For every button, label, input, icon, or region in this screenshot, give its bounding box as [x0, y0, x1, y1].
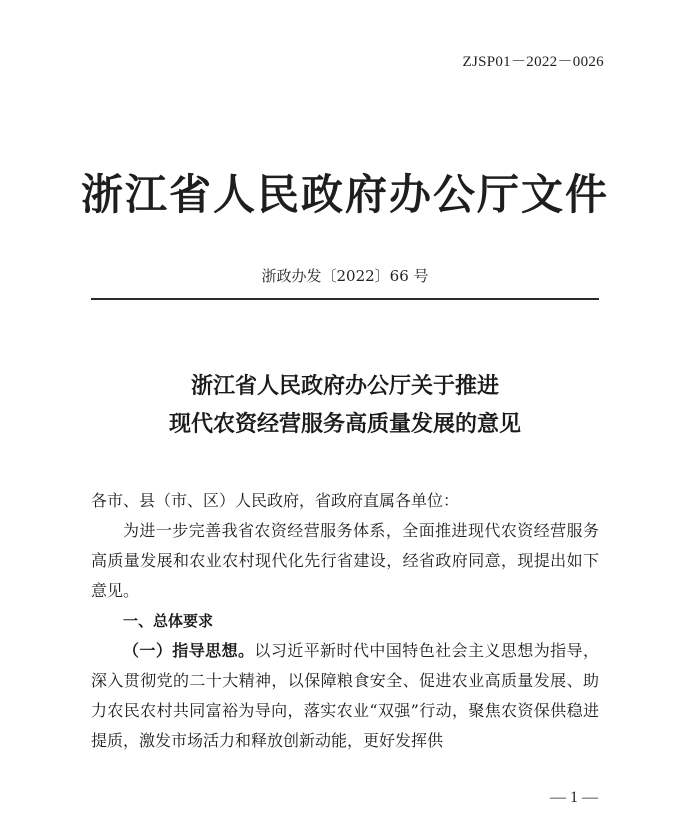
- issuer-header: 浙江省人民政府办公厅文件: [80, 170, 609, 219]
- issue-number: 浙政办发〔2022〕66 号: [261, 267, 429, 285]
- header-divider: [91, 298, 599, 300]
- page-number: — 1 —: [550, 789, 598, 806]
- document-title: [0, 368, 690, 444]
- title-line-1: 浙江省人民政府办公厅关于推进: [190, 374, 499, 399]
- title-line-2: 现代农资经营服务高质量发展的意见: [168, 412, 521, 437]
- subsection-heading: （一）指导思想。: [123, 641, 255, 660]
- document-code: ZJSP01－2022－0026: [462, 54, 604, 70]
- subsection-text: 以习近平新时代中国特色社会主义思想为指导，深入贯彻党的二十大精神，以保障粮食安全、促进农业高质量发展、助力农民农村共同富裕为导向，落实农业“双强”行动，聚焦农资保供稳进提质，激发市场活力和释放创新动能，更好发挥供: [91, 641, 599, 750]
- document-body: [91, 486, 599, 756]
- intro-paragraph: 为进一步完善我省农资经营服务体系，全面推进现代农资经营服务高质量发展和农业农村现代化先行省建设，经省政府同意，现提出如下意见。: [91, 521, 599, 600]
- guiding-ideology-paragraph: [91, 636, 599, 756]
- section-heading: 一、总体要求: [123, 612, 214, 630]
- addressees: 各市、县（市、区）人民政府，省政府直属各单位：: [91, 491, 460, 510]
